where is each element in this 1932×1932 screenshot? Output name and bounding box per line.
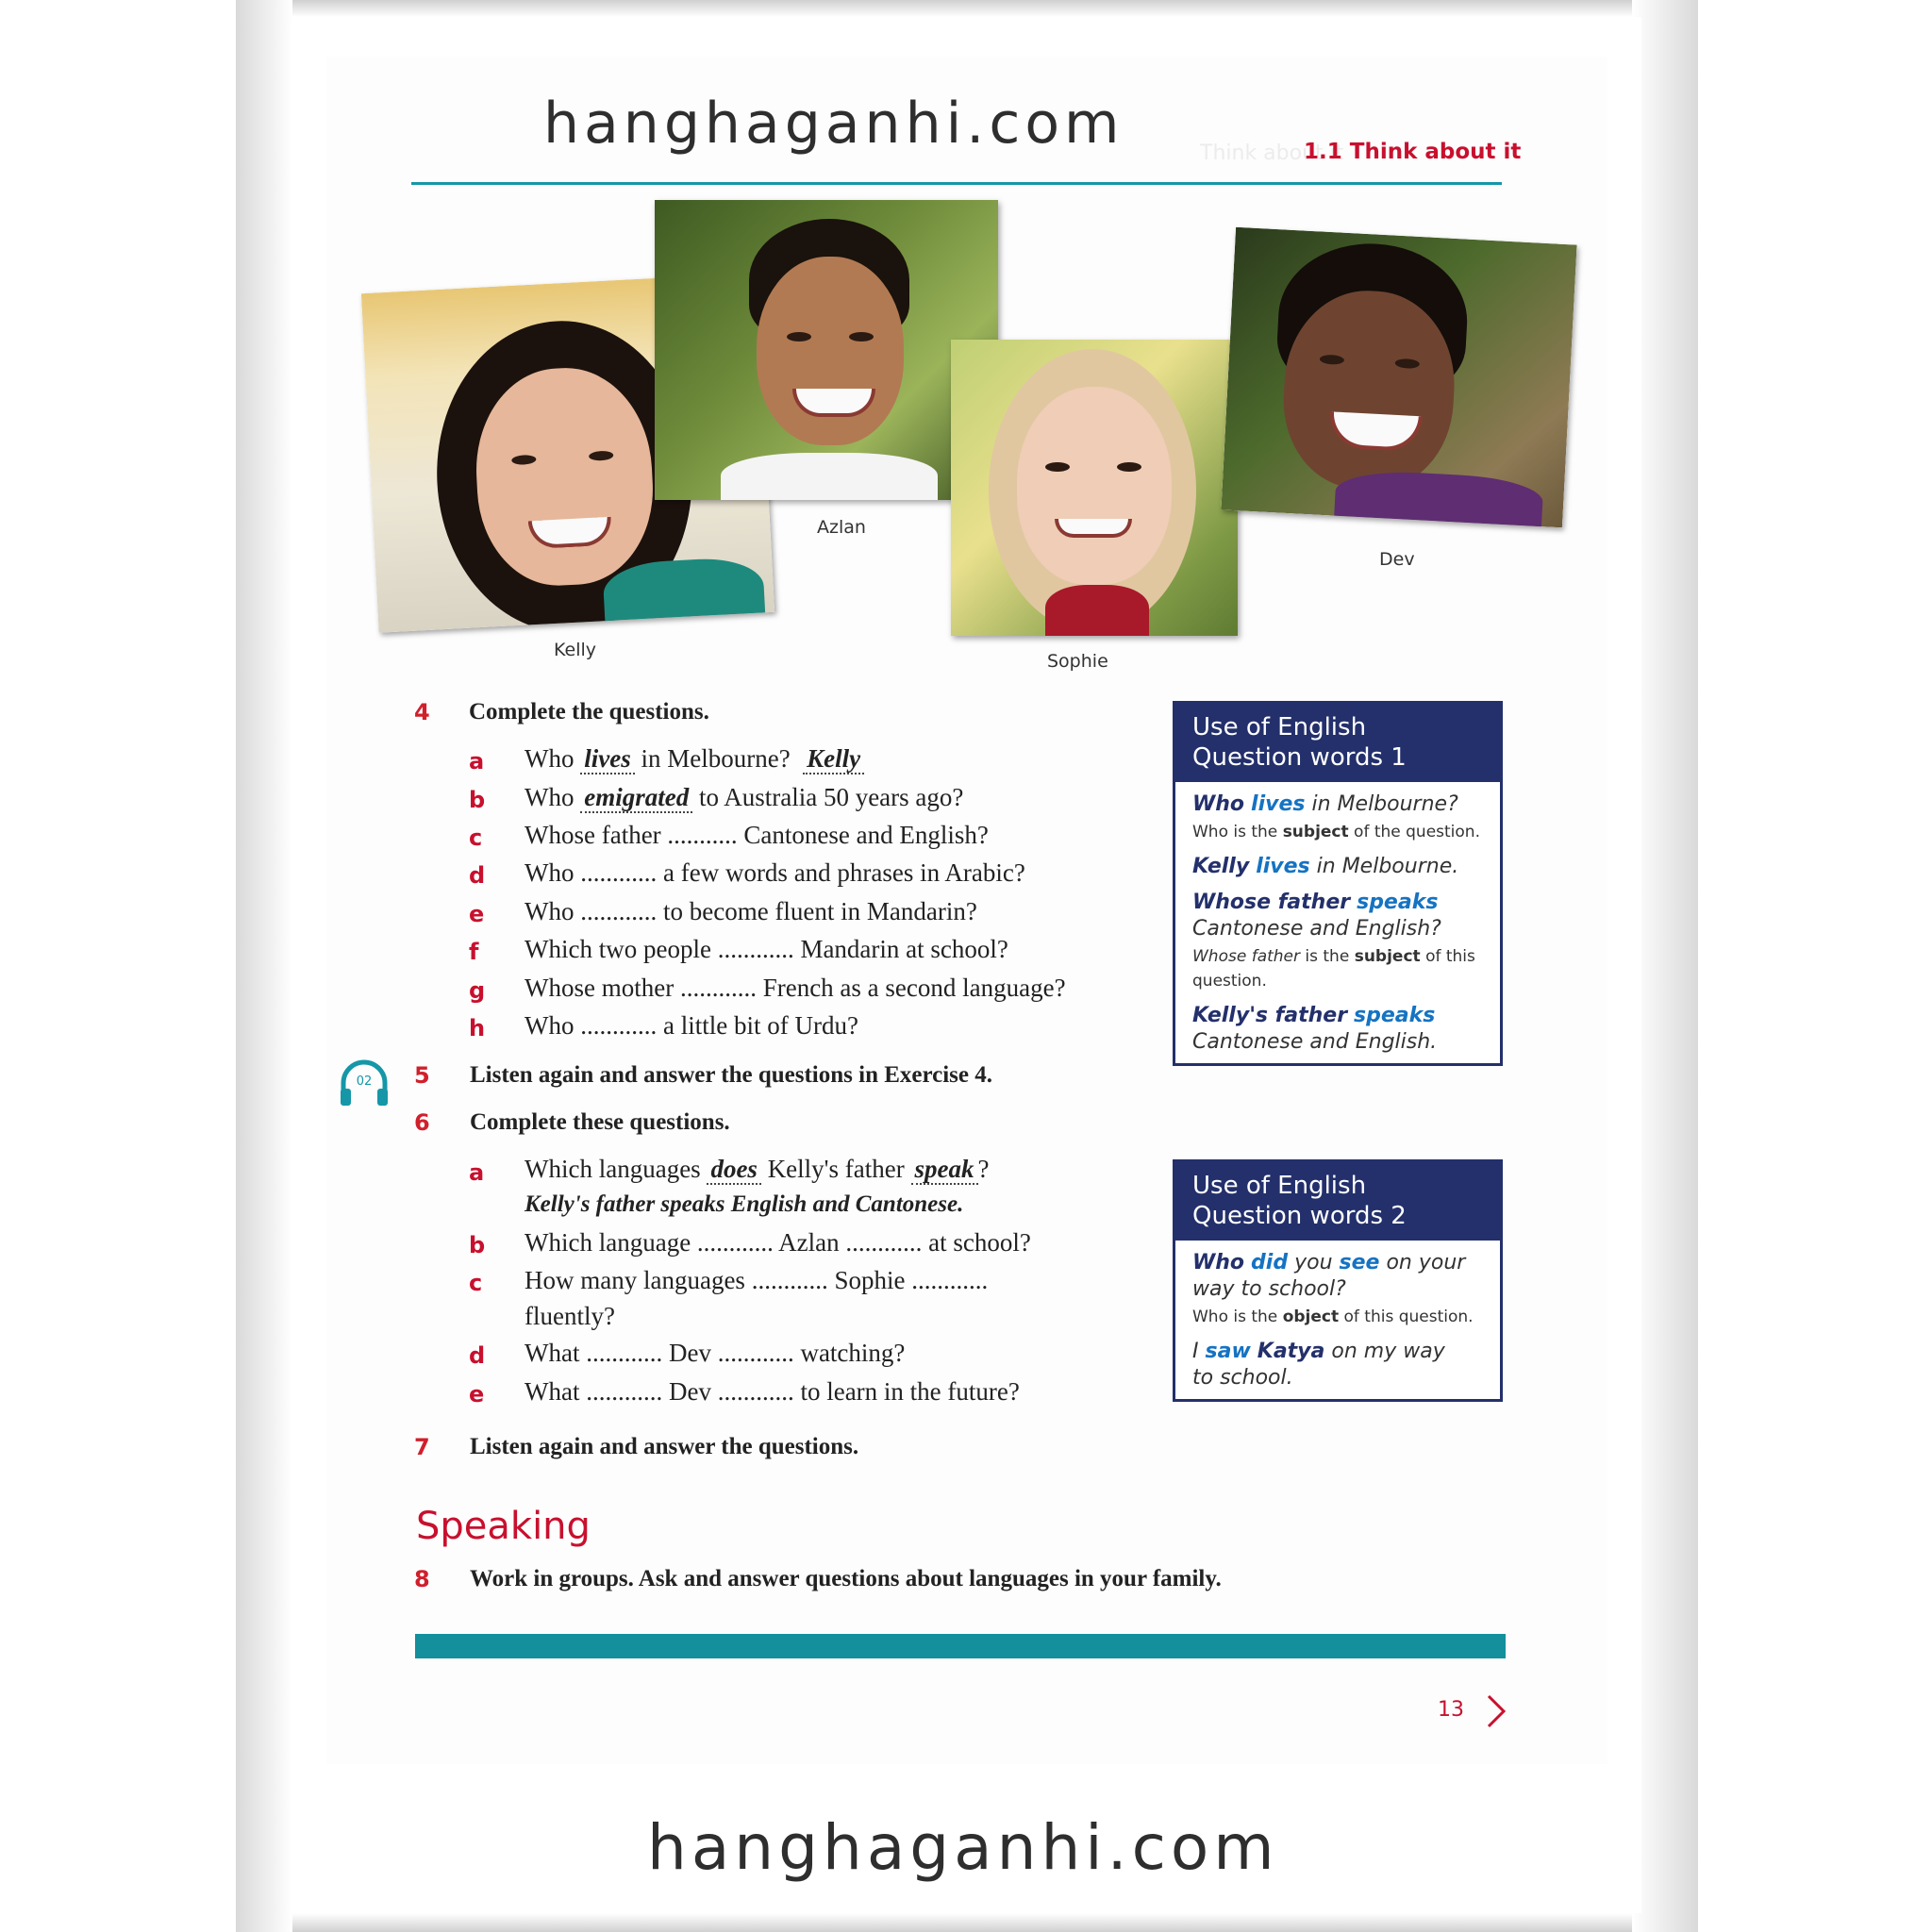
ex4-a-answer2: Kelly xyxy=(803,744,864,774)
photo-azlan xyxy=(655,200,998,500)
ex4-item-a xyxy=(525,744,864,774)
ex4-letter-e: e xyxy=(469,901,485,927)
ex4-item-b xyxy=(525,783,963,812)
caption-azlan: Azlan xyxy=(817,517,866,538)
ex4-a-pre: Who xyxy=(525,744,575,773)
audio-track-number: 02 xyxy=(356,1074,373,1089)
page-shadow-right xyxy=(1632,0,1698,1932)
box2-note: Who is the object of this question. xyxy=(1192,1307,1474,1326)
header-rule xyxy=(411,182,1502,185)
ex6-item-a xyxy=(525,1155,989,1184)
ex6-a-post: ? xyxy=(977,1155,990,1183)
ex6-item-b: Which language ............ Azlan ............ at school? xyxy=(525,1228,1031,1257)
ex6-letter-d: d xyxy=(469,1342,486,1369)
ex6-letter-e: e xyxy=(469,1381,485,1407)
box2-example-1: Who did you see on your way to school? xyxy=(1192,1251,1466,1301)
ex6-letter-c: c xyxy=(469,1270,483,1296)
ex4-letter-c: c xyxy=(469,824,483,851)
exercise-6-title: Complete these questions. xyxy=(470,1109,730,1135)
ex6-a-model-answer: Kelly's father speaks English and Cantonese. xyxy=(525,1191,964,1217)
box2-title-2: Question words 2 xyxy=(1192,1202,1407,1230)
exercise-4-title: Complete the questions. xyxy=(469,699,709,724)
exercise-8-number: 8 xyxy=(414,1566,430,1592)
exercise-4-number: 4 xyxy=(414,699,430,725)
ex4-b-answer: emigrated xyxy=(580,783,692,813)
box1-body xyxy=(1175,782,1500,1063)
ex6-a-pre: Which languages xyxy=(525,1155,701,1183)
ex4-letter-d: d xyxy=(469,862,486,889)
chevron-right-icon[interactable] xyxy=(1485,1692,1507,1730)
box1-example-1: Who lives in Melbourne? xyxy=(1192,792,1458,816)
ex4-letter-h: h xyxy=(469,1015,486,1041)
ex4-b-pre: Who xyxy=(525,783,575,811)
exercise-7-title: Listen again and answer the questions. xyxy=(470,1434,859,1459)
footer-bar xyxy=(415,1634,1506,1658)
ex4-item-c: Whose father ........... Cantonese and English? xyxy=(525,821,989,849)
box1-note-1: Who is the subject of the question. xyxy=(1192,823,1480,841)
speaking-heading: Speaking xyxy=(416,1505,591,1548)
ex4-item-g: Whose mother ............ French as a second language? xyxy=(525,974,1066,1002)
box1-example-2: Kelly lives in Melbourne. xyxy=(1192,855,1459,878)
page-shadow-bottom xyxy=(292,1913,1632,1932)
ex4-item-d: Who ............ a few words and phrases in Arabic? xyxy=(525,858,1025,887)
use-of-english-box-1 xyxy=(1173,701,1503,1066)
exercise-5-number: 5 xyxy=(414,1062,430,1089)
box2-example-2: I saw Katya on my way to school. xyxy=(1192,1340,1445,1390)
caption-dev: Dev xyxy=(1379,549,1415,570)
box1-example-3: Whose father speaks Cantonese and English? xyxy=(1192,891,1441,941)
ex4-a-answer: lives xyxy=(580,744,634,774)
ex6-a-answer1: does xyxy=(707,1155,761,1185)
ex4-letter-f: f xyxy=(469,939,479,965)
ex6-a-mid: Kelly's father xyxy=(767,1155,905,1183)
exercise-5-title: Listen again and answer the questions in Exercise 4. xyxy=(470,1062,993,1088)
use-of-english-box-2 xyxy=(1173,1159,1503,1402)
box2-body xyxy=(1175,1241,1500,1399)
ex4-item-f: Which two people ............ Mandarin at school? xyxy=(525,935,1008,963)
box1-title-2: Question words 1 xyxy=(1192,743,1407,772)
watermark-bottom: hanghaganhi.com xyxy=(647,1811,1279,1884)
ex4-letter-g: g xyxy=(469,977,486,1004)
ex6-item-c: How many languages ............ Sophie ............ xyxy=(525,1266,989,1294)
ex4-letter-b: b xyxy=(469,787,486,813)
headphones-icon[interactable] xyxy=(338,1057,391,1109)
ex6-letter-a: a xyxy=(469,1159,485,1186)
page-shadow-left xyxy=(236,0,292,1932)
page-number: 13 xyxy=(1438,1698,1464,1722)
box1-note-2: Whose father is the subject of this question. xyxy=(1192,947,1475,991)
photo-dev xyxy=(1221,227,1576,528)
exercise-6-number: 6 xyxy=(414,1109,430,1136)
caption-sophie: Sophie xyxy=(1047,651,1108,672)
ex4-item-h: Who ............ a little bit of Urdu? xyxy=(525,1011,858,1040)
ex4-a-post: in Melbourne? xyxy=(641,744,791,773)
ex4-b-post: to Australia 50 years ago? xyxy=(698,783,964,811)
ex6-item-c-continued: fluently? xyxy=(525,1302,615,1330)
box1-title-1: Use of English xyxy=(1192,713,1367,741)
ex6-letter-b: b xyxy=(469,1232,486,1258)
box2-header xyxy=(1175,1162,1500,1241)
ex4-letter-a: a xyxy=(469,748,485,774)
photo-sophie xyxy=(951,340,1238,636)
exercise-8-title: Work in groups. Ask and answer questions about languages in your family. xyxy=(470,1566,1222,1591)
watermark-top: hanghaganhi.com xyxy=(543,91,1124,157)
ex6-item-e: What ............ Dev ............ to learn in the future? xyxy=(525,1377,1020,1406)
ghost-text: Think about it xyxy=(1200,142,1344,165)
ex6-item-d: What ............ Dev ............ watching? xyxy=(525,1339,906,1367)
ex4-item-e: Who ............ to become fluent in Mandarin? xyxy=(525,897,977,925)
ex6-a-answer2: speak xyxy=(911,1155,978,1185)
box2-title-1: Use of English xyxy=(1192,1172,1367,1200)
caption-kelly: Kelly xyxy=(554,640,597,660)
page-shadow-top xyxy=(292,0,1632,17)
box1-example-4: Kelly's father speaks Cantonese and English. xyxy=(1192,1004,1438,1054)
box1-header xyxy=(1175,704,1500,782)
exercise-7-number: 7 xyxy=(414,1434,430,1460)
section-title: 1.1 Think about it xyxy=(1304,140,1522,164)
